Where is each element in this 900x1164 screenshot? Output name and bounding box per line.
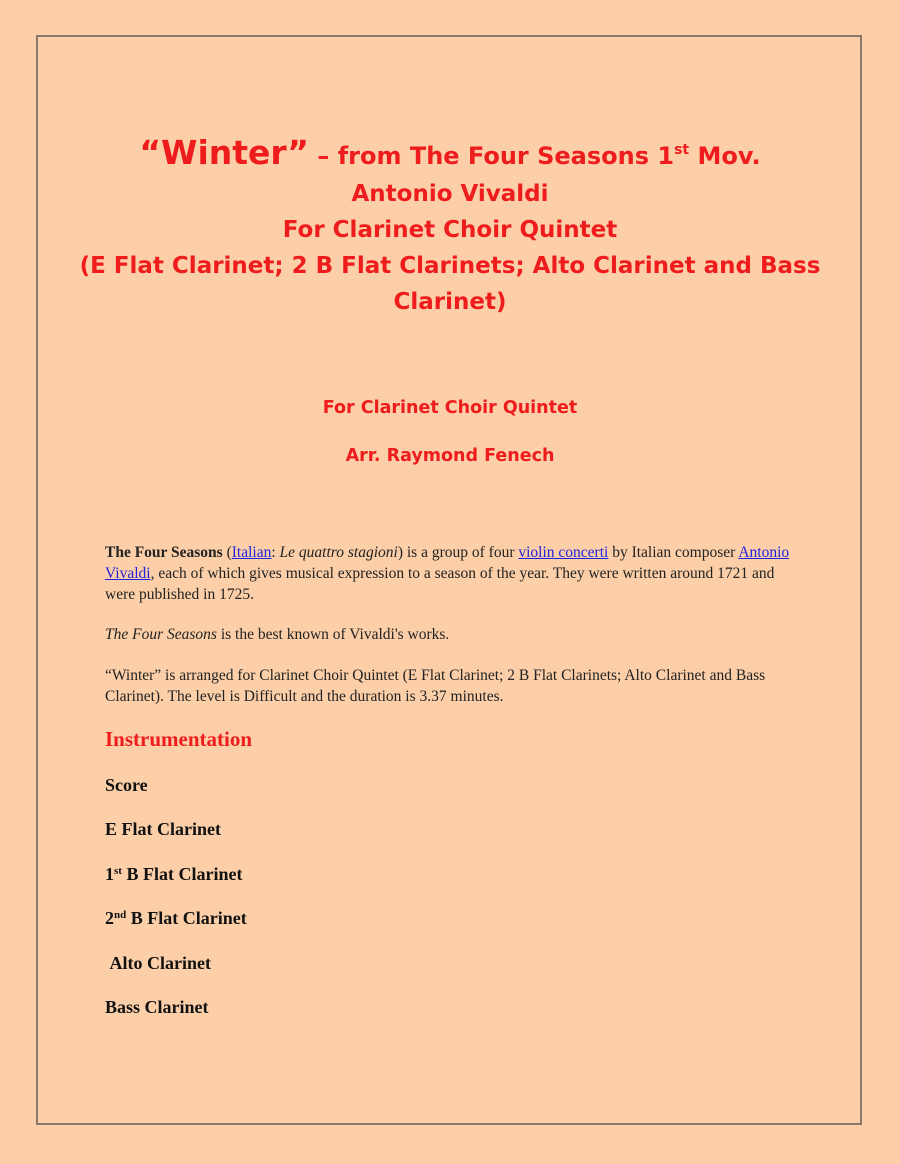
instrumentation-heading: Instrumentation <box>105 727 253 751</box>
instrument-text: Bass Clarinet <box>105 996 209 1017</box>
description-paragraph-1 <box>105 542 805 605</box>
instrument-text: E Flat Clarinet <box>105 819 221 840</box>
text-fragment: : <box>271 544 280 561</box>
instrument-text: Alto Clarinet <box>105 952 211 973</box>
instrument-item-alto-clarinet <box>105 951 247 995</box>
italic-title: The Four Seasons <box>105 626 217 643</box>
instrument-ordinal-sup: nd <box>114 909 127 922</box>
subtitle-for-line: For Clarinet Choir Quintet <box>322 398 578 418</box>
title-block <box>0 130 900 320</box>
instrument-number: 1 <box>105 863 114 884</box>
text-fragment: ) is a group of four <box>397 544 519 561</box>
instruments-line-1: (E Flat Clarinet; 2 B Flat Clarinets; Alto Clarinet and Bass <box>79 253 821 279</box>
instrument-item-2nd-b-flat-clarinet <box>105 906 247 950</box>
instrument-text: B Flat Clarinet <box>126 908 247 929</box>
description-paragraph-3: “Winter” is arranged for Clarinet Choir Quintet (E Flat Clarinet; 2 B Flat Clarinets; Alto Clarinet and Bass Clarinet). The level is Difficult and the duration is 3.37 minutes. <box>105 667 766 705</box>
title-rest-end: Mov. <box>689 142 761 170</box>
instrument-item-score <box>105 773 247 817</box>
instrumentation-list <box>105 773 247 1039</box>
text-fragment: , each of which gives musical expression to a season of the year. They were written around 1721 and were published in 1725. <box>105 565 775 603</box>
instrument-text: Score <box>105 775 148 795</box>
violin-concerti-link[interactable]: violin concerti <box>518 544 609 561</box>
title-rest: – from The Four Seasons 1 <box>308 142 675 170</box>
arranger-line: Arr. Raymond Fenech <box>345 446 555 466</box>
title-for-line: For Clarinet Choir Quintet <box>282 217 618 243</box>
text-fragment: ( <box>222 544 232 561</box>
bold-title: The Four Seasons <box>105 544 223 561</box>
italic-original-title: Le quattro stagioni <box>279 544 398 561</box>
text-fragment: is the best known of Vivaldi's works. <box>216 626 450 643</box>
instrument-item-1st-b-flat-clarinet <box>105 862 247 906</box>
title-winter: “Winter” <box>139 133 309 172</box>
instrument-number: 2 <box>105 908 114 929</box>
italian-link[interactable]: Italian <box>231 544 272 561</box>
instrument-item-bass-clarinet <box>105 995 247 1039</box>
instrument-text: B Flat Clarinet <box>121 863 243 884</box>
instrument-ordinal-sup: st <box>114 864 122 877</box>
text-fragment: by Italian composer <box>608 544 739 561</box>
instruments-line-2: Clarinet) <box>393 289 507 315</box>
instrument-item-e-flat-clarinet <box>105 817 247 861</box>
description-paragraph-2 <box>105 624 805 645</box>
antonio-vivaldi-link[interactable]: Antonio Vivaldi <box>105 544 790 582</box>
title-line <box>0 130 900 176</box>
title-rest-sup: st <box>674 142 690 158</box>
composer-line: Antonio Vivaldi <box>351 181 549 207</box>
